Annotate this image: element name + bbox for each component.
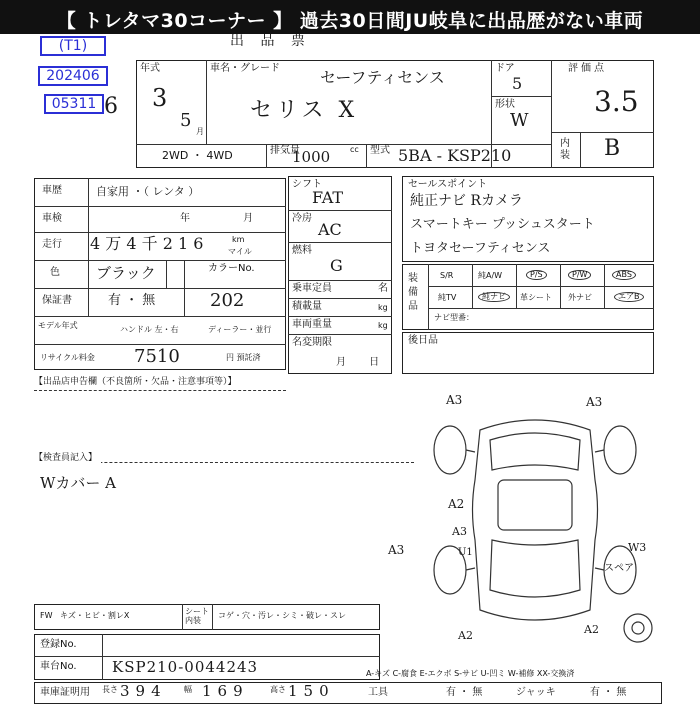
date-stamp bbox=[38, 66, 108, 86]
mileage-value: 4 万 4 千 2 1 6 bbox=[90, 234, 204, 253]
spare-label: スペア bbox=[604, 563, 634, 574]
color-no-label: カラーNo. bbox=[208, 263, 255, 274]
post-items-box bbox=[402, 332, 654, 374]
seat-label: シート内装 bbox=[185, 607, 209, 625]
jack-value: 有 ・ 無 bbox=[590, 687, 627, 698]
recycle-label: リサイクル料金 bbox=[40, 353, 95, 362]
history-options: 自家用 ・（ レンタ ） bbox=[96, 185, 200, 198]
mileage-unit: km bbox=[232, 235, 245, 244]
width-value: 169 bbox=[202, 682, 249, 700]
damage-u1: U1 bbox=[458, 547, 473, 558]
sheet-title: 出 品 票 bbox=[230, 33, 311, 49]
sales-point-line-1: 純正ナビ Rカメラ bbox=[410, 193, 523, 209]
equip-airbag: エアB bbox=[614, 292, 644, 302]
seat-value: コゲ・穴・汚レ・シミ・破レ・スレ bbox=[218, 611, 346, 620]
number-stamp-text: 05311 bbox=[51, 96, 97, 112]
fw-label: FW bbox=[40, 611, 53, 620]
date-stamp-text: 202406 bbox=[46, 68, 100, 84]
drive-label: 2WD ・ 4WD bbox=[162, 149, 233, 162]
door-value: 5 bbox=[512, 74, 523, 93]
warranty-label: 保証書 bbox=[42, 295, 72, 306]
damage-a3-left: A3 bbox=[388, 543, 405, 557]
post-items-label: 後日品 bbox=[408, 335, 438, 346]
month-value: 5 bbox=[180, 110, 192, 131]
damage-a2-bottom-right: A2 bbox=[584, 623, 599, 636]
shift-label: シフト bbox=[292, 179, 322, 190]
score-value: 3.5 bbox=[594, 85, 639, 118]
displacement-value: 1000 bbox=[292, 148, 331, 166]
tools-value: 有 ・ 無 bbox=[446, 687, 483, 698]
equip-sr: S/R bbox=[440, 271, 454, 280]
equip-pw: P/W bbox=[568, 270, 591, 280]
mileage-unit-mile: マイル bbox=[228, 247, 252, 256]
displacement-unit: cc bbox=[350, 145, 359, 154]
handle-label: ハンドル 左・右 bbox=[120, 325, 179, 334]
damage-w3: W3 bbox=[628, 541, 647, 554]
inspection-label: 車検 bbox=[42, 213, 62, 224]
height-value: 150 bbox=[288, 682, 335, 700]
car-diagram bbox=[410, 390, 660, 650]
name-change-label: 名変期限 bbox=[292, 337, 332, 348]
sales-points-label: セールスポイント bbox=[408, 179, 488, 190]
color-no-value: 202 bbox=[210, 290, 245, 311]
recycle-unit: 円 預託済 bbox=[226, 353, 261, 362]
weight-label: 車両重量 bbox=[292, 319, 332, 330]
inspector-label: 【検査員記入】 bbox=[34, 454, 101, 463]
t1-stamp-text: (T1) bbox=[58, 38, 88, 54]
model-year-label: モデル年式 bbox=[38, 321, 78, 330]
history-label: 車歴 bbox=[42, 185, 62, 196]
ac-value: AC bbox=[318, 220, 342, 239]
width-label: 幅 bbox=[184, 685, 192, 694]
lot-number: 6 bbox=[104, 94, 118, 119]
cert-label: 車庫証明用 bbox=[40, 687, 90, 698]
ac-label: 冷房 bbox=[292, 213, 312, 224]
grade-value: セーフティセンス bbox=[320, 68, 445, 87]
color-label: 色 bbox=[50, 267, 60, 278]
jack-label: ジャッキ bbox=[516, 687, 556, 698]
dealer-label: ディーラー・並行 bbox=[208, 325, 272, 334]
month-unit: 月 bbox=[196, 127, 204, 136]
tools-label: 工具 bbox=[368, 687, 388, 698]
top-banner bbox=[0, 0, 700, 34]
load-label: 積載量 bbox=[292, 301, 322, 312]
equipment-label: 装備品 bbox=[408, 273, 418, 312]
chassis-value: KSP210-0044243 bbox=[112, 658, 259, 676]
score-label: 評価点 bbox=[568, 63, 607, 74]
year-label: 年式 bbox=[140, 63, 160, 74]
equip-abs: ABS bbox=[612, 270, 636, 280]
weight-unit: kg bbox=[378, 321, 388, 330]
registration-label: 登録No. bbox=[40, 639, 77, 650]
length-label: 長さ bbox=[102, 685, 118, 694]
damage-legend: A-キズ C-腐食 E-エクボ S-サビ U-凹ミ W-補修 XX-交換済 bbox=[366, 669, 575, 678]
shift-value: FAT bbox=[312, 188, 344, 207]
notes-label: 【出品店申告欄（不良箇所・欠品・注意事項等）】 bbox=[34, 377, 237, 387]
color-value: ブラック bbox=[96, 264, 156, 282]
fuel-value: G bbox=[330, 256, 343, 275]
damage-a2-bottom-left: A2 bbox=[458, 629, 473, 642]
damage-a3-top-right: A3 bbox=[586, 395, 603, 409]
height-label: 高さ bbox=[270, 685, 286, 694]
sales-point-line-2: スマートキー プッシュスタート bbox=[410, 217, 595, 232]
displacement-label: 排気量 bbox=[270, 145, 300, 156]
recycle-value: 7510 bbox=[134, 346, 180, 367]
capacity-unit: 名 bbox=[378, 283, 388, 294]
shape-label: 形状 bbox=[495, 99, 515, 110]
capacity-label: 乗車定員 bbox=[292, 283, 332, 294]
load-unit: kg bbox=[378, 303, 388, 312]
equip-leather: 革シート bbox=[520, 293, 552, 302]
warranty-value: 有 ・ 無 bbox=[108, 293, 156, 308]
damage-a2-mid: A2 bbox=[448, 497, 465, 511]
inspection-options: 年 月 bbox=[180, 213, 254, 224]
interior-label: 内装 bbox=[560, 138, 570, 161]
name-grade-label: 車名・グレード bbox=[210, 63, 280, 74]
equip-tv: 純TV bbox=[438, 293, 457, 302]
model-value: 5BA - KSP210 bbox=[398, 146, 512, 165]
sales-point-line-3: トヨタセーフティセンス bbox=[410, 241, 551, 256]
equip-ps: P/S bbox=[526, 270, 547, 280]
number-stamp bbox=[44, 94, 104, 114]
equip-navi: 純ナビ bbox=[478, 292, 510, 302]
name-change-unit: 月 日 bbox=[336, 357, 380, 368]
fw-value: キズ・ヒビ・割レX bbox=[60, 611, 130, 620]
interior-value: B bbox=[604, 136, 621, 161]
car-name-value: セリス X bbox=[250, 98, 359, 123]
banner-text: 【 トレタマ30コーナー 】 過去30日間JU岐阜に出品歴がない車両 bbox=[56, 10, 644, 32]
model-label: 型式 bbox=[370, 145, 390, 156]
length-value: 394 bbox=[120, 682, 167, 700]
inspector-note: Wカバー A bbox=[40, 474, 117, 492]
year-value: 3 bbox=[152, 84, 168, 112]
damage-a3-mid: A3 bbox=[452, 525, 467, 538]
fuel-label: 燃料 bbox=[292, 245, 312, 256]
mileage-label: 走行 bbox=[42, 239, 62, 250]
shape-value: W bbox=[510, 110, 529, 131]
door-label: ドア bbox=[495, 63, 515, 74]
navi-model-label: ナビ型番： bbox=[434, 313, 474, 322]
equip-alloy: 純A/W bbox=[478, 271, 503, 280]
t1-stamp bbox=[40, 36, 106, 56]
damage-a3-top-left: A3 bbox=[446, 393, 463, 407]
chassis-label: 車台No. bbox=[40, 661, 77, 672]
equip-ext-navi: 外ナビ bbox=[568, 293, 592, 302]
